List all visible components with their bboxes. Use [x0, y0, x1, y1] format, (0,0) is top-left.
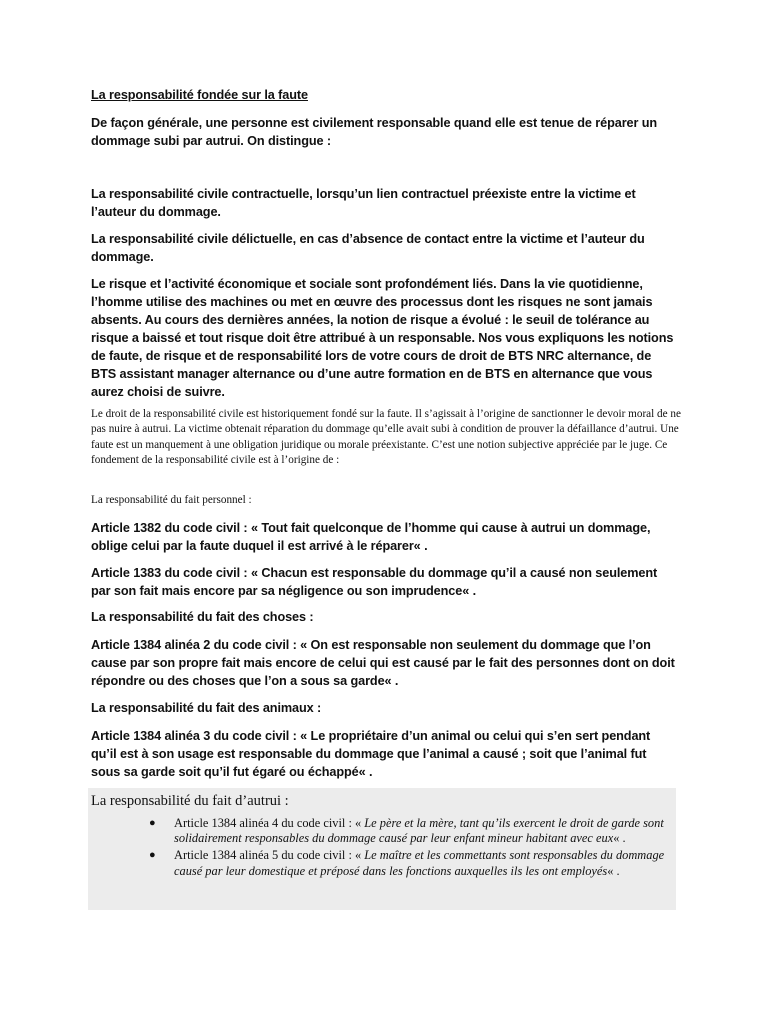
- bullet-quote: Le maître et les commettants sont responsables du dommage causé par leur domestique et préposé dans les fonctions auxquelles ils les ont employés: [174, 848, 665, 878]
- bullet-suffix: « .: [613, 831, 626, 846]
- article-1384-alinea-2: Article 1384 alinéa 2 du code civil : « On est responsable non seulement du dommage que l’on cause par son propre fait mais encore de celui qui est causé par le fait des personnes dont on doit répondre ou des choses que l’on a sous sa garde« .: [91, 638, 675, 688]
- article-1383: Article 1383 du code civil : « Chacun est responsable du dommage qu’il a causé non seulement par son fait mais encore par sa négligence ou son imprudence« .: [91, 566, 658, 598]
- list-item: [88, 816, 676, 846]
- bullet-quote: Le père et la mère, tant qu’ils exercent le droit de garde sont solidairement responsables du dommage causé par leur enfant mineur habitant avec eux: [174, 816, 664, 846]
- fait-autrui-heading: La responsabilité du fait d’autrui :: [91, 793, 289, 809]
- list-item: [88, 848, 676, 878]
- paragraph-historique: Le droit de la responsabilité civile est historiquement fondé sur la faute. Il s’agissait à l’origine de sanctionner le devoir moral de ne pas nuire à autrui. La victime obtenait réparation du dommage qu’elle avait subi à condition de prouver la défaillance d’autrui. Une faute est un manquement à une obligation juridique ou morale préexistante. C’est une notion subjective appréciée par le juge. Ce fondement de la responsabilité civile est à l’origine de :: [91, 408, 681, 466]
- paragraph-delictuelle: La responsabilité civile délictuelle, en cas d’absence de contact entre la victime et l’auteur du dommage.: [91, 232, 645, 264]
- bullet-prefix: Article 1384 alinéa 4 du code civil : «: [174, 816, 365, 830]
- bullet-suffix: « .: [607, 863, 620, 878]
- fait-personnel-heading: La responsabilité du fait personnel :: [91, 494, 252, 506]
- fait-animaux-heading: La responsabilité du fait des animaux :: [91, 701, 322, 715]
- paragraph-risque: Le risque et l’activité économique et sociale sont profondément liés. Dans la vie quotidienne, l’homme utilise des machines ou met en œuvre des processus dont les risques ne sont jamais absents. Au cours des dernières années, la notion de risque a évolué : le seuil de tolérance au risque a baissé et tout risque doit être attribué à un responsable. Nos vous expliquons les notions de faute, de risque et de responsabilité lors de votre cours de droit de BTS NRC alternance, de BTS assistant manager alternance ou d’une autre formation en de BTS en alternance que vous aurez choisi de suivre.: [91, 277, 674, 399]
- fait-autrui-list: [88, 816, 676, 879]
- document-title: La responsabilité fondée sur la faute: [91, 88, 308, 102]
- bullet-icon: ●: [149, 817, 156, 829]
- bullet-prefix: Article 1384 alinéa 5 du code civil : «: [174, 848, 365, 863]
- paragraph-contractuelle: La responsabilité civile contractuelle, lorsqu’un lien contractuel préexiste entre la victime et l’auteur du dommage.: [91, 187, 636, 219]
- fait-autrui-box: [88, 788, 676, 910]
- bullet-icon: ●: [149, 849, 156, 862]
- intro-paragraph: De façon générale, une personne est civilement responsable quand elle est tenue de réparer un dommage subi par autrui. On distingue :: [91, 116, 658, 148]
- article-1382: Article 1382 du code civil : « Tout fait quelconque de l’homme qui cause à autrui un dommage, oblige celui par la faute duquel il est arrivé à le réparer« .: [91, 521, 651, 553]
- fait-choses-heading: La responsabilité du fait des choses :: [91, 610, 314, 624]
- article-1384-alinea-3: Article 1384 alinéa 3 du code civil : « Le propriétaire d’un animal ou celui qui s’en sert pendant qu’il est à son usage est responsable du dommage que l’animal a causé ; soit que l’animal fut sous sa garde soit qu’il fut égaré ou échappé« .: [91, 729, 651, 779]
